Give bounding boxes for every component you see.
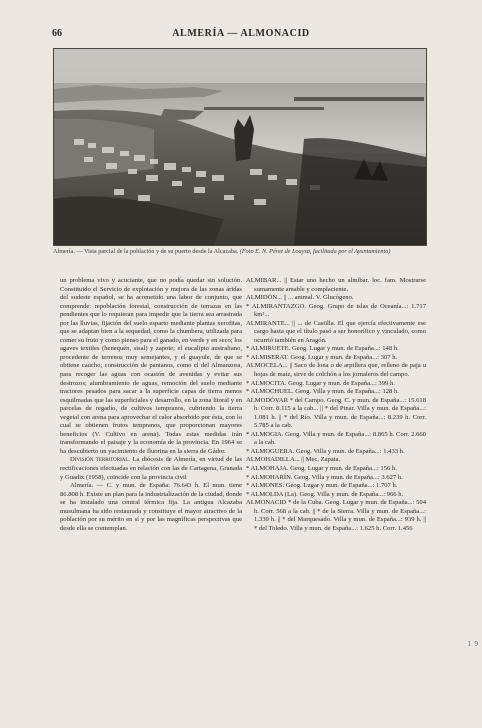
paragraph-territorial-division — [60, 456, 242, 482]
caption-text: Almería. — Vista parcial de la población y de su puerto desde la Alcazaba. — [53, 248, 239, 255]
entry-almohadilla: ALMOHADILLA... || Mec. Zapata. — [246, 456, 341, 464]
caption-credit: (Foto E. N. Pérez de Loaysa, facilitada por el Ayuntamiento) — [239, 248, 391, 255]
right-column — [246, 277, 426, 533]
harbor-photo — [53, 48, 427, 246]
paragraph-arid-zones: un problema vivo y acuciante, que no podía quedar sin solución. Constituido el Servicio de explotación y mejora de las zonas áridas del sudeste español, se ha acometido una labor de conjunto, que comprende: repoblación forestal, construcción de terrazas en las pendientes que lo requieran para impedir que la tierra sea arrastrada por las lluvias, fijación del suelo esparto mediante plantas xerofitas, que se adaptan bien a la sequedad, como la chumbera, utilizada para comer su fruto y como pienso para el ganado, en verde y en seco; los agaves textiles (henequén, sisal) y zapote; el eucalipto australiano, procedente de terrenos muy semejantes, y el guayule, de que se obtiene caucho; construcción de pantanos, como el del Almanzora, para recoger las aguas con ocasión de avenidas y evitar sus destrozos; alumbramiento de aguas, remoción del suelo mediante tractores pesados para sacar a la superficie capas de tierra menos esquilmadas que las superficiales y desarrollo, en la zona litoral y en parcelas de regadío, de cultivos tempranos, cubriendo la tierra vegetal con arena para aprovechar el calor absorbido por ésta, con lo cual se obtienen frutos tempranos, que proporcionan mayores beneficios (V. Cultivo en arena). Todas estas medidas irán transformando el paisaje y la economía de la provincia. En 1964 se ha descubierto un yacimiento de fluorina en la sierra de Gádor. — [60, 277, 242, 455]
entry-almogia: * ALMOGIA. Geog. Villa y mun. de España...: 8.865 h. Corr. 2.660 a la cab. — [246, 430, 426, 447]
margin-mark: 1 9 — [467, 640, 478, 648]
entry-almodovar: ALMODÓVAR * del Campo. Geog. C. y mun. de España...: 15.618 h. Corr. 8.115 a la cab... || * del Pinar. Villa y mun. de España...: 1.081 h. || * del Río. Villa y mun. de España...: 8.239 h. Corr. 5.785 a la cab. — [246, 396, 426, 430]
entry-almoharin: * ALMOHARÍN. Geog. Villa y mun. de España...: 3.627 h. — [246, 473, 403, 481]
photo-caption — [53, 248, 425, 256]
entry-almiruete: * ALMIRUETE. Geog. Lugar y mun. de España...: 148 h. — [246, 345, 399, 353]
entry-almidon: ALMIDÓN... || ... animal. V. Glucógeno. — [246, 294, 354, 302]
entry-almiserat: * ALMISERAT. Geog. Lugar y mun. de España...: 307 h. — [246, 353, 398, 361]
entry-almocela: ALMOCELA... || Saco de lona o de arpillera que, relleno de paja u hojas de maíz, sirve de colchón a los jornaleros del campo. — [246, 362, 426, 379]
entry-almolda: * ALMOLDA (La). Geog. Villa y mun. de España...: 966 h. — [246, 490, 404, 498]
entry-almirantazgo: * ALMIRANTAZGO. Geog. Grupo de islas de Oceanía...: 1.717 km²... — [246, 302, 426, 319]
left-column — [60, 277, 242, 533]
entry-almonacid: ALMONACID * de la Cuba. Geog. Lugar y mun. de España...: 504 h. Corr. 568 a la cab. || * de la Sierra. Villa y mun. de España...: 1.339 h. || * del Marquesado. Villa y mun. de España...: 939 h. || * del Toledo. Villa y mun. de España...: 1.625 h. Corr. 1.456 — [246, 499, 426, 532]
entry-almochuel: * ALMOCHUEL. Geog. Villa y mun. de España...: 128 h. — [246, 388, 399, 396]
entry-almones: * ALMONES. Geog. Lugar y mun. de España...: 1.707 h. — [246, 482, 398, 490]
page-title: ALMERÍA — ALMONACID — [172, 28, 310, 39]
paragraph-almeria-city: Almería. — C. y mun. de España: 76.643 h. El mun. tiene 86.808 h. Existe un plan para la industrialización de la ciudad, donde se ha instalado una central térmica fija. La antigua Alcazaba musulmana ha sido restaurada y constituye el mayor atractivo de la población por su mérito en sí y por las magníficas perspectivas que desde ella se contemplan. — [60, 482, 243, 532]
entry-almoguera: * ALMOGUERA. Geog. Villa y mun. de España...: 1.433 h. — [246, 447, 405, 455]
entry-almohaja: * ALMOHAJA. Geog. Lugar y mun. de España...: 156 h. — [246, 465, 397, 473]
entry-almirante: ALMIRANTE... || ... de Castilla. El que ejercía efectivamente ese cargo hasta que el título pasó a ser honorífico y vinculado, como ocurrió también en Aragón. — [246, 319, 426, 344]
entry-almocita: * ALMOCITA. Geog. Lugar y mun. de España...: 399 h. — [246, 379, 395, 387]
entry-almibar: ALMIBAR... || Estar uno hecho un almíbar. loc. fam. Mostrarse sumamente amable y complaciente. — [246, 277, 426, 293]
page-number: 66 — [52, 28, 62, 39]
page-header — [0, 28, 482, 42]
harbor-photo-illustration — [54, 49, 426, 245]
territorial-division-label: División territorial. — [70, 456, 131, 464]
territorial-division-text: La diócesis de Almería, en virtud de las rectificaciones efectuadas en relación con las de Cartagena, Granada y Guadix (1958), coincide con la provincia civil — [60, 456, 242, 481]
